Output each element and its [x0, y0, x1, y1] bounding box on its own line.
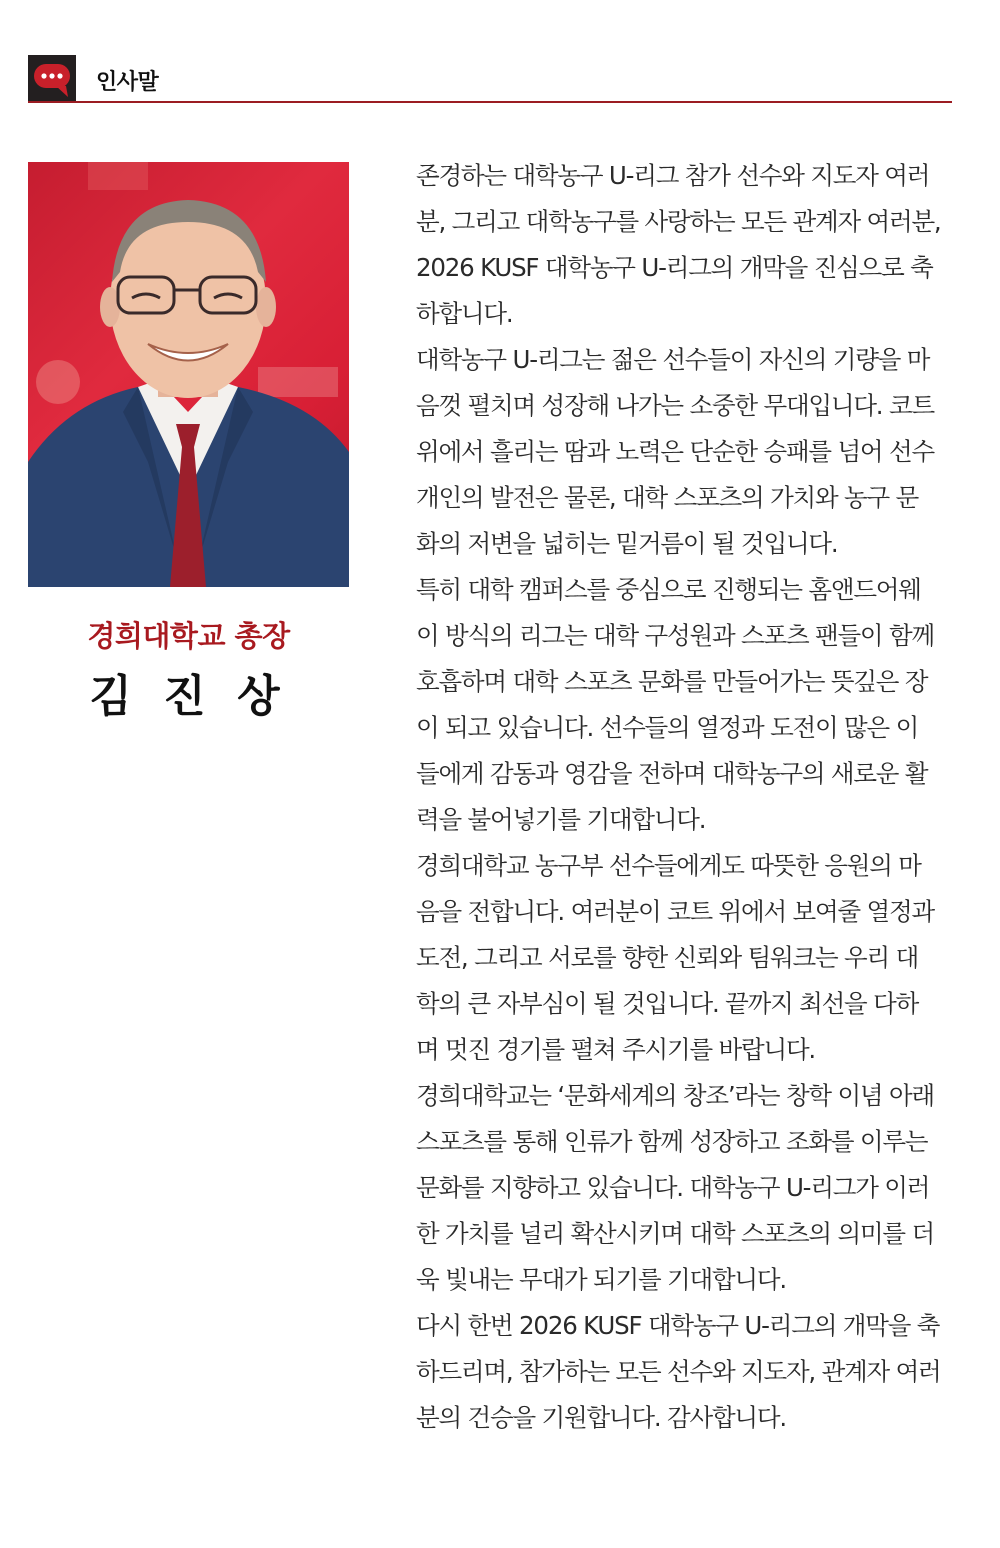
body-line: 경희대학교 농구부 선수들에게도 따뜻한 응원의 마 — [416, 851, 921, 880]
body-line: 특히 대학 캠퍼스를 중심으로 진행되는 홈앤드어웨 — [416, 575, 921, 604]
section-header — [28, 55, 952, 103]
header-divider — [28, 101, 952, 103]
body-line: 존경하는 대학농구 U-리그 참가 선수와 지도자 여러 — [416, 161, 930, 190]
body-line: 스포츠를 통해 인류가 함께 성장하고 조화를 이루는 — [416, 1127, 928, 1156]
body-line: 이 방식의 리그는 대학 구성원과 스포츠 팬들이 함께 — [416, 621, 934, 650]
body-line: 하드리며, 참가하는 모든 선수와 지도자, 관계자 여러 — [416, 1357, 941, 1386]
body-line: 학의 큰 자부심이 될 것입니다. 끝까지 최선을 다하 — [416, 989, 919, 1018]
body-line: 화의 저변을 넓히는 밑거름이 될 것입니다. — [416, 529, 838, 558]
greeting-body — [416, 153, 952, 1441]
body-line: 들에게 감동과 영감을 전하며 대학농구의 새로운 활 — [416, 759, 928, 788]
body-line: 분, 그리고 대학농구를 사랑하는 모든 관계자 여러분, — [416, 207, 941, 236]
body-line: 경희대학교는 ‘문화세계의 창조’라는 창학 이념 아래 — [416, 1081, 934, 1110]
caption-title: 경희대학교 총장 — [87, 619, 290, 653]
body-line: 2026 KUSF 대학농구 U-리그의 개막을 진심으로 축 — [416, 253, 933, 282]
body-line: 며 멋진 경기를 펼쳐 주시기를 바랍니다. — [416, 1035, 815, 1064]
body-line: 한 가치를 널리 확산시키며 대학 스포츠의 의미를 더 — [416, 1219, 934, 1248]
caption-name: 김 진 상 — [89, 671, 288, 722]
section-title: 인사말 — [96, 70, 159, 95]
body-line: 욱 빛내는 무대가 되기를 기대합니다. — [416, 1265, 786, 1294]
body-line: 도전, 그리고 서로를 향한 신뢰와 팀워크는 우리 대 — [416, 943, 919, 972]
body-line: 다시 한번 2026 KUSF 대학농구 U-리그의 개막을 축 — [416, 1311, 940, 1340]
body-line: 음껏 펼치며 성장해 나가는 소중한 무대입니다. 코트 — [416, 391, 934, 420]
body-line: 력을 불어넣기를 기대합니다. — [416, 805, 706, 834]
body-line: 하합니다. — [416, 299, 513, 328]
body-line: 문화를 지향하고 있습니다. 대학농구 U-리그가 이러 — [416, 1173, 930, 1202]
body-line: 대학농구 U-리그는 젊은 선수들이 자신의 기량을 마 — [416, 345, 930, 374]
body-line: 위에서 흘리는 땀과 노력은 단순한 승패를 넘어 선수 — [416, 437, 934, 466]
body-line: 음을 전합니다. 여러분이 코트 위에서 보여줄 열정과 — [416, 897, 934, 926]
body-line: 이 되고 있습니다. 선수들의 열정과 도전이 많은 이 — [416, 713, 919, 742]
body-line: 분의 건승을 기원합니다. 감사합니다. — [416, 1403, 786, 1432]
portrait-photo — [28, 162, 349, 587]
body-line: 개인의 발전은 물론, 대학 스포츠의 가치와 농구 문 — [416, 483, 919, 512]
speech-bubble-icon — [28, 55, 76, 103]
body-line: 호흡하며 대학 스포츠 문화를 만들어가는 뜻깊은 장 — [416, 667, 928, 696]
